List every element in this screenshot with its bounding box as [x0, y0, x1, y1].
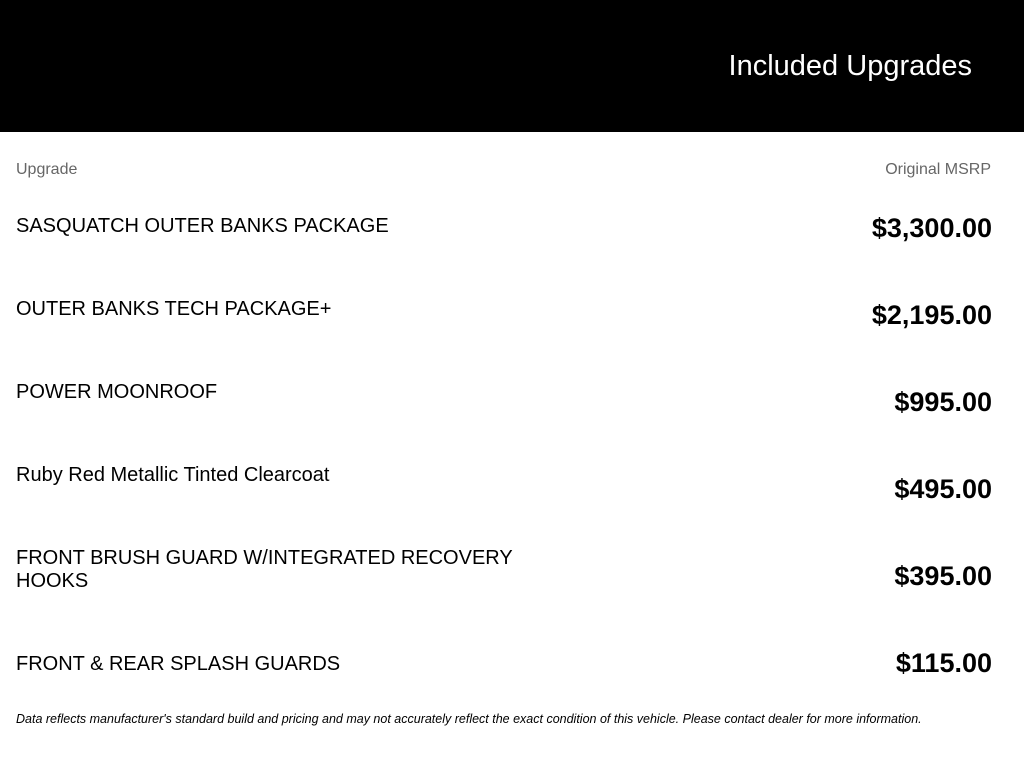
column-header-upgrade: Upgrade: [16, 161, 78, 178]
header-bar: [0, 0, 1024, 132]
upgrade-price: $2,195.00: [871, 300, 992, 330]
upgrade-name: FRONT & REAR SPLASH GUARDS: [16, 653, 341, 675]
page-title: Included Upgrades: [728, 50, 972, 82]
upgrade-price: $3,300.00: [871, 213, 992, 243]
upgrade-name: SASQUATCH OUTER BANKS PACKAGE: [16, 215, 389, 237]
upgrade-price: $995.00: [894, 387, 992, 417]
column-header-msrp: Original MSRP: [885, 161, 991, 178]
upgrade-name: OUTER BANKS TECH PACKAGE+: [16, 298, 332, 320]
upgrade-price: $115.00: [895, 648, 992, 678]
upgrade-name: POWER MOONROOF: [16, 381, 218, 403]
upgrade-name: FRONT BRUSH GUARD W/INTEGRATED RECOVERY HOOKS: [16, 547, 513, 592]
upgrade-price: $495.00: [894, 474, 992, 504]
upgrade-name: Ruby Red Metallic Tinted Clearcoat: [16, 464, 330, 486]
disclaimer-text: Data reflects manufacturer's standard build and pricing and may not accurately reflect the exact condition of this vehicle. Please contact dealer for more information.: [16, 712, 922, 726]
upgrade-price: $395.00: [894, 561, 992, 591]
